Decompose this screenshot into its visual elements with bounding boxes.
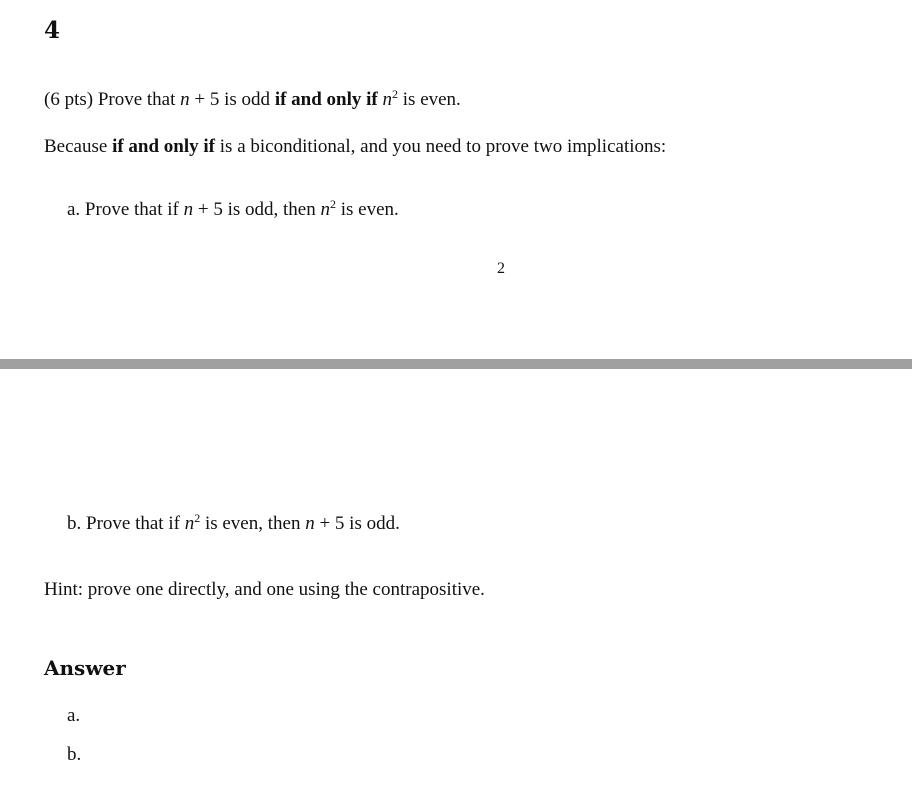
answer-b-label: b. xyxy=(67,744,82,765)
math-var-n: n xyxy=(184,513,195,534)
math-var-n: n xyxy=(180,89,190,110)
part-b-statement xyxy=(67,512,400,536)
hint-text: Hint: prove one directly, and one using the contrapositive. xyxy=(44,579,485,600)
part-b-post: + 5 is odd. xyxy=(314,513,400,534)
is-even-text: is even. xyxy=(398,89,461,110)
math-var-n: n xyxy=(320,199,330,220)
math-exponent: 2 xyxy=(194,511,201,525)
answer-a-label: a. xyxy=(67,705,81,726)
part-a-pre: a. Prove that if xyxy=(67,199,184,220)
answer-heading: Answer xyxy=(44,656,126,680)
part-a-post: is even. xyxy=(335,199,399,220)
math-var-n: n xyxy=(305,513,315,534)
iff-bold: if and only if xyxy=(112,136,216,157)
part-a-statement xyxy=(67,198,399,222)
part-b-mid: is even, then xyxy=(200,513,306,534)
problem-points-text: (6 pts) Prove that xyxy=(44,89,181,110)
because-paragraph xyxy=(44,135,666,159)
is-odd-text: is odd xyxy=(219,89,275,110)
page-break-divider xyxy=(0,359,912,369)
math-var-n: n xyxy=(382,89,393,110)
page-number: 2 xyxy=(497,260,505,277)
iff-bold: if and only if xyxy=(274,89,378,110)
math-var-n: n xyxy=(183,199,194,220)
math-exponent: 2 xyxy=(329,197,336,211)
math-exponent: 2 xyxy=(392,87,399,101)
because-pre: Because xyxy=(44,136,113,157)
because-post: is a biconditional, and you need to prove two implications: xyxy=(215,136,667,157)
part-b-pre: b. Prove that if xyxy=(67,513,185,534)
problem-number: 4 xyxy=(44,17,61,44)
math-plus-five: + 5 xyxy=(189,89,220,110)
part-a-mid: + 5 is odd, then xyxy=(193,199,321,220)
problem-statement xyxy=(44,88,461,112)
